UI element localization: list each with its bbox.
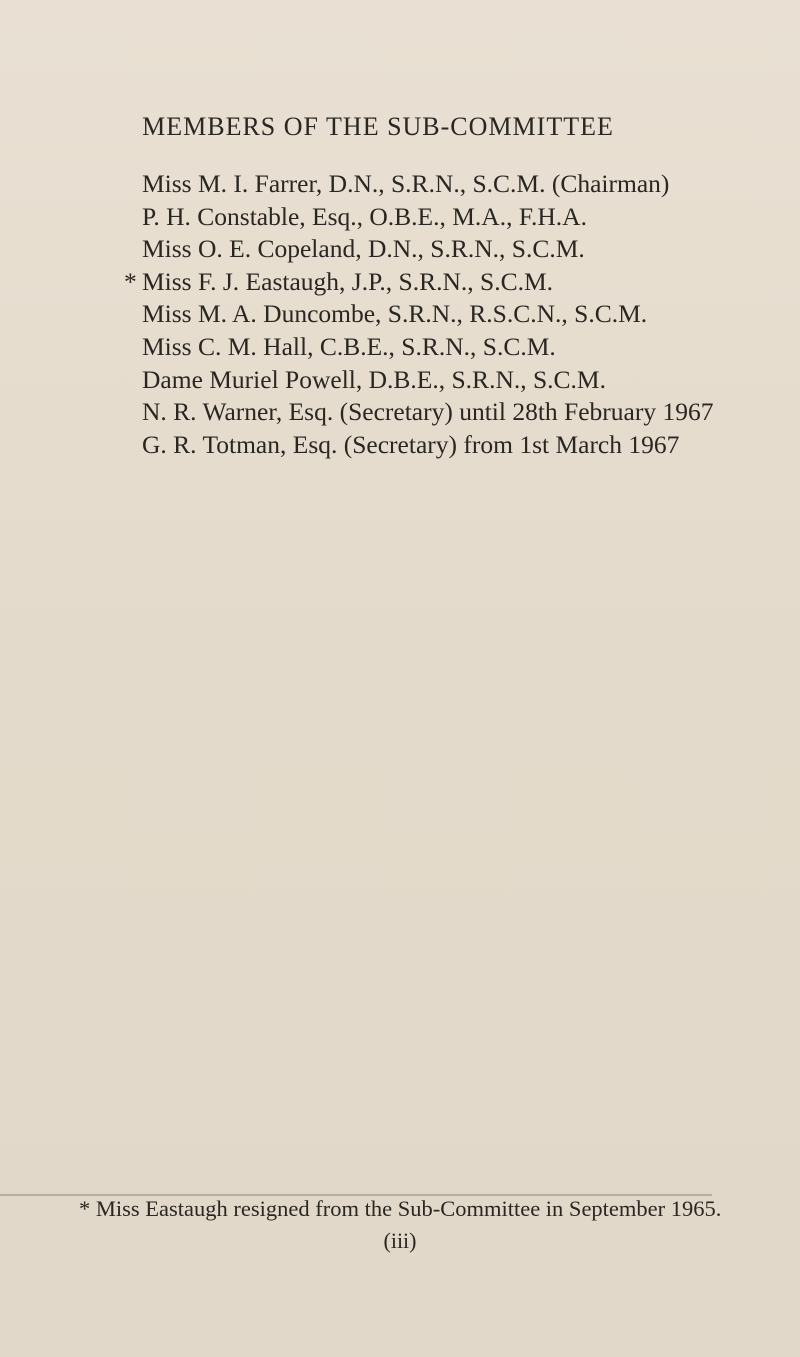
member-name: Miss O. E. Copeland, D.N., S.R.N., S.C.M.: [142, 234, 585, 264]
footnote-asterisk: *: [124, 266, 137, 296]
member-item: [142, 168, 713, 201]
member-name: Miss M. A. Duncombe, S.R.N., R.S.C.N., S.C.M.: [142, 299, 648, 329]
footnote: * Miss Eastaugh resigned from the Sub-Committee in September 1965.: [79, 1196, 722, 1221]
member-item: [142, 233, 713, 266]
member-name: Dame Muriel Powell, D.B.E., S.R.N., S.C.M.: [142, 364, 606, 394]
page-title: MEMBERS OF THE SUB-COMMITTEE: [142, 112, 614, 141]
member-name: Miss C. M. Hall, C.B.E., S.R.N., S.C.M.: [142, 331, 556, 361]
members-list: [124, 168, 714, 461]
member-item: [142, 201, 713, 234]
member-name: Miss M. I. Farrer, D.N., S.R.N., S.C.M. (Chairman): [142, 169, 670, 198]
member-name: G. R. Totman, Esq. (Secretary) from 1st March 1967: [142, 429, 680, 459]
member-item: [142, 364, 713, 397]
member-item: [142, 429, 713, 462]
member-item: [142, 331, 713, 364]
page-number: (iii): [383, 1228, 417, 1253]
member-name: P. H. Constable, Esq., O.B.E., M.A., F.H.A.: [142, 201, 587, 231]
member-item: [142, 298, 713, 331]
member-name: N. R. Warner, Esq. (Secretary) until 28th February 1967: [142, 397, 714, 427]
member-item: [124, 266, 713, 299]
member-name: Miss F. J. Eastaugh, J.P., S.R.N., S.C.M.: [142, 266, 554, 296]
member-item: [142, 396, 713, 429]
